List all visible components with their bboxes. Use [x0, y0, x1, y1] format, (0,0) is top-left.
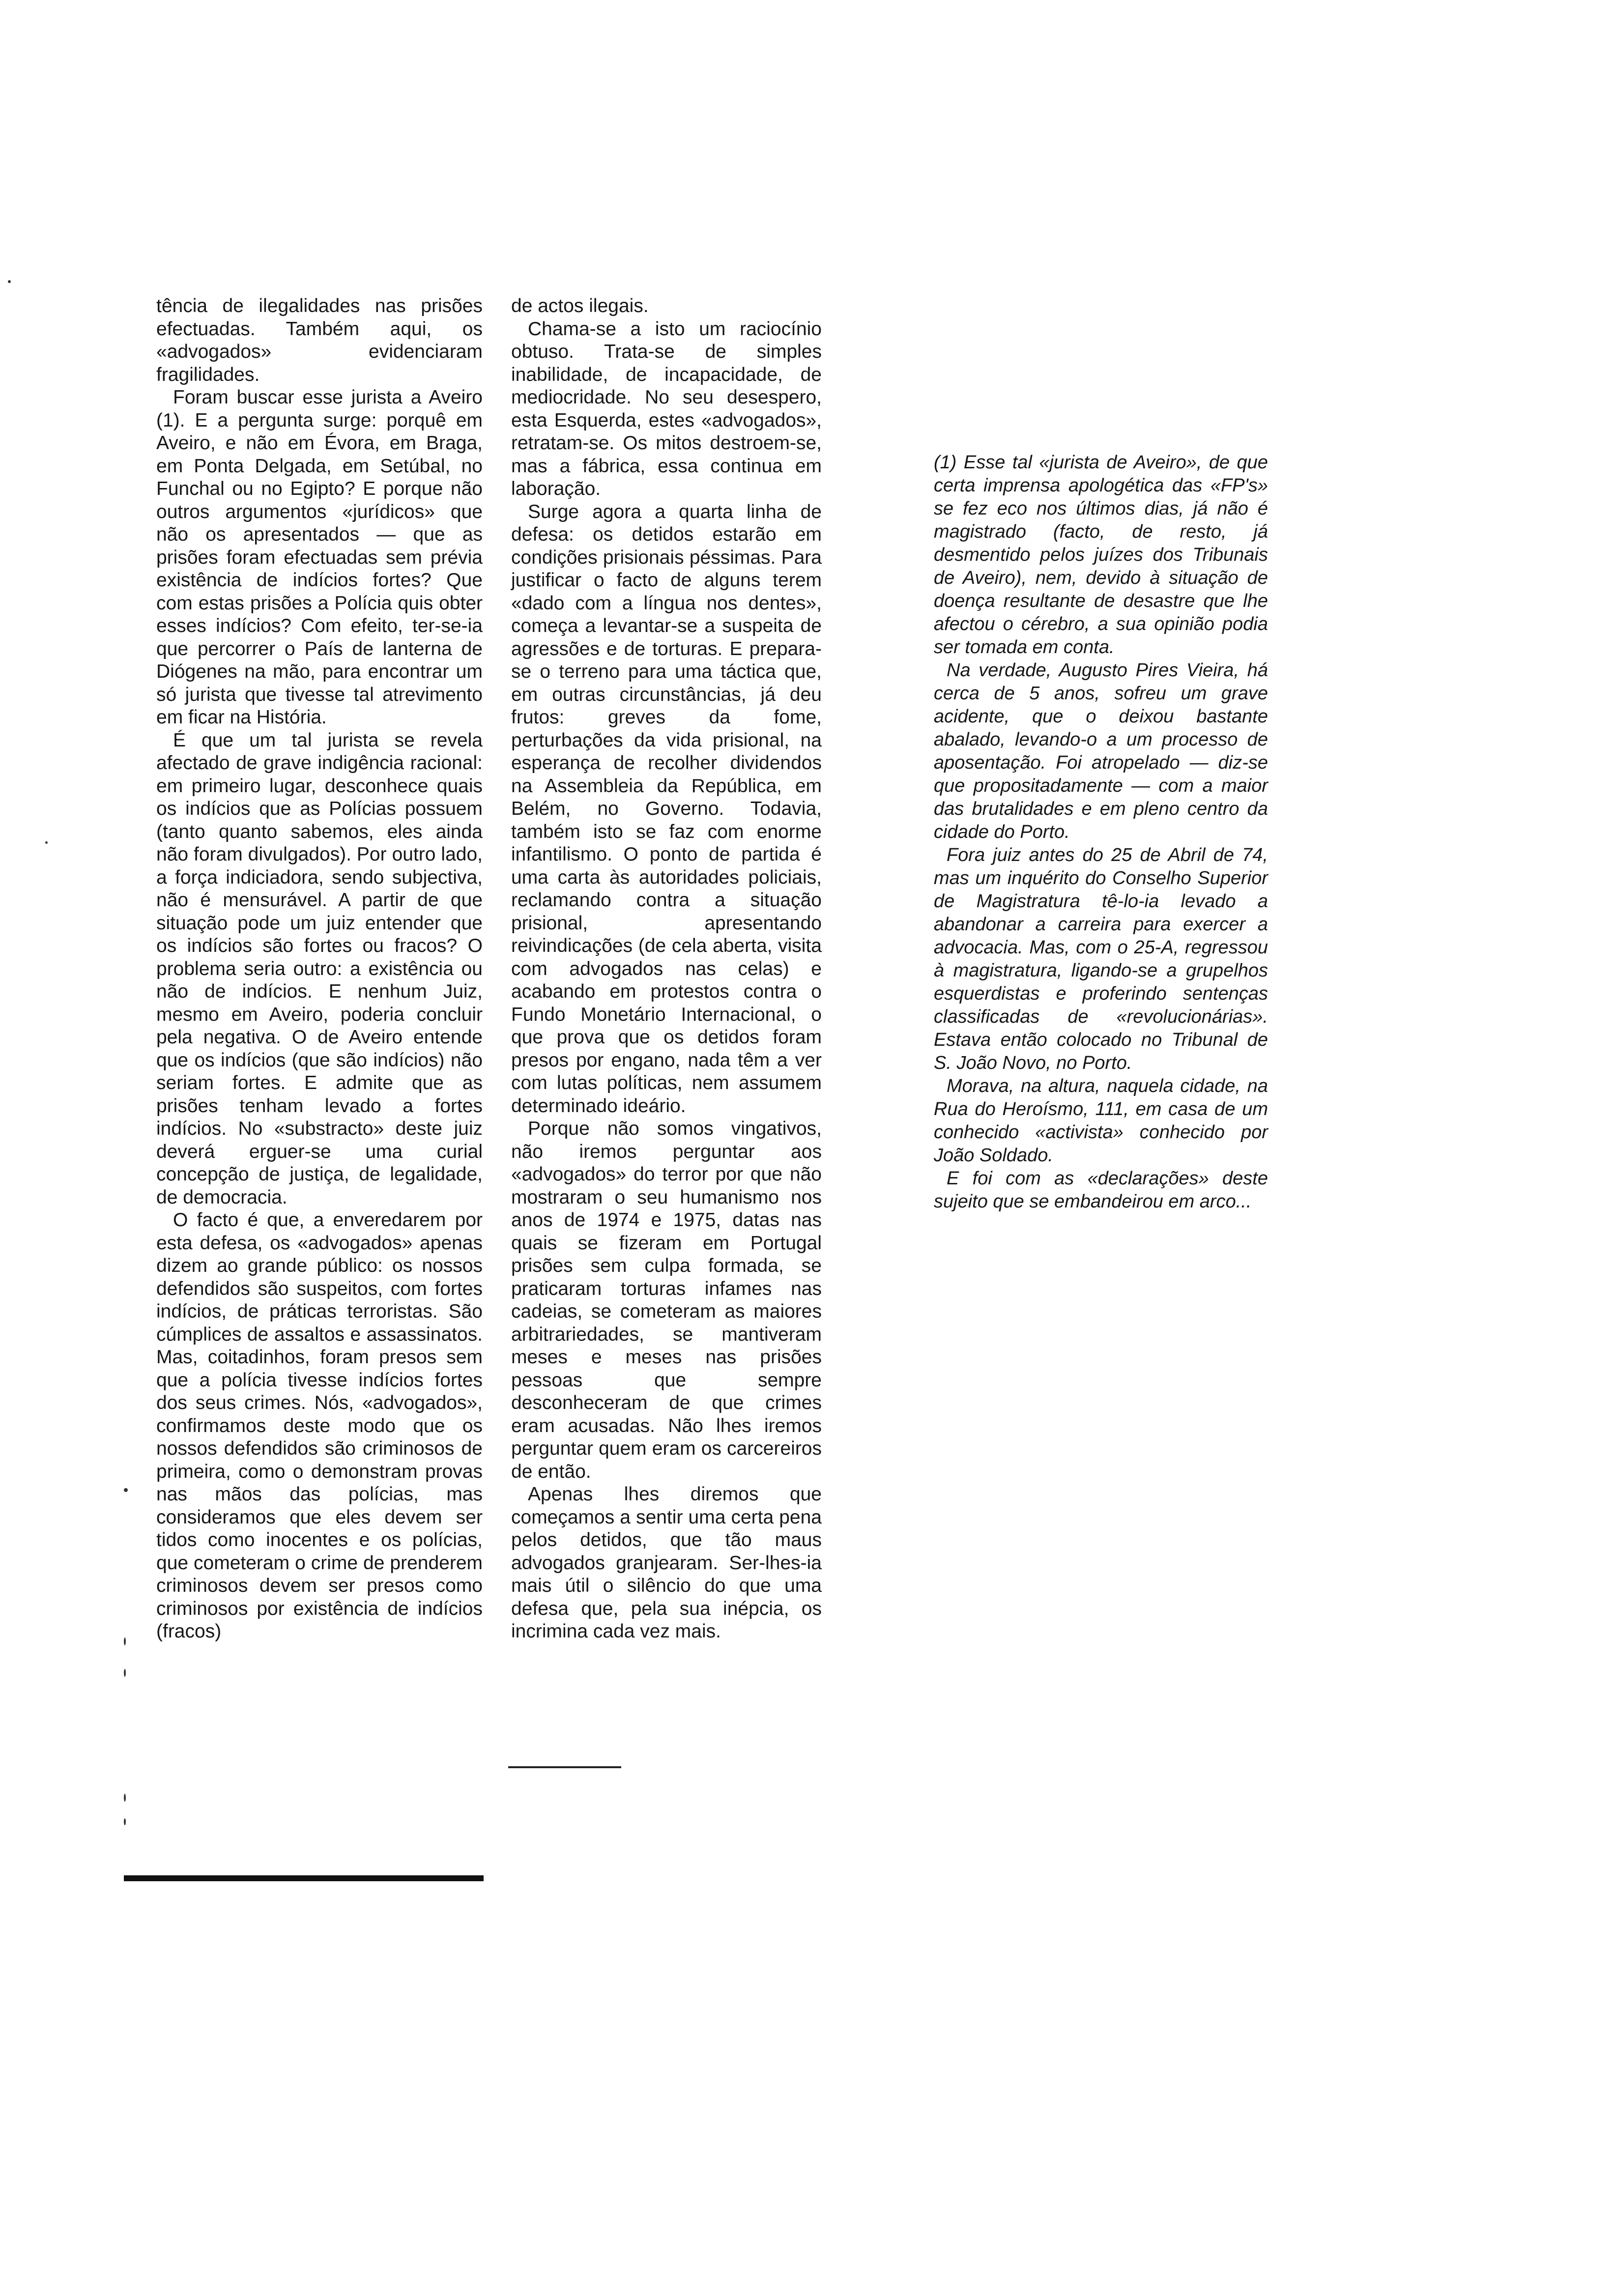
footnote-paragraph: Fora juiz antes do 25 de Abril de 74, mas um inquérito do Conselho Superior de Magistratura tê-lo-ia levado a abandonar a carreira para exercer a advocacia. Mas, com o 25-A, regressou à magistratura, ligando-se a grupelhos esquerdistas e proferindo sentenças classificadas de «revolucionárias». Estava então colocado no Tribunal de S. João Novo, no Porto. — [934, 845, 1268, 1073]
paragraph: de actos ilegais. — [511, 295, 649, 316]
paragraph: Foram buscar esse jurista a Aveiro (1). E a pergunta surge: porquê em Aveiro, e não em Évora, em Braga, em Ponta Delgada, em Setúbal, no Funchal ou no Egipto? E porque não outros argumentos «jurídicos» que não os apresentados — que as prisões foram efectuadas sem prévia existência de indícios fortes? Que com estas prisões a Polícia quis obter esses indícios? Com efeito, ter-se-ia que percorrer o País de lanterna de Diógenes na mão, para encontrar um só jurista que tivesse tal atrevimento em ficar na História. — [156, 387, 483, 728]
article-column-left — [156, 295, 483, 1643]
paragraph: Chama-se a isto um raciocínio obtuso. Trata-se de simples inabilidade, de incapacidade, de mediocridade. No seu desespero, esta Esquerda, estes «advogados», retratam-se. Os mitos destroem-se, mas a fábrica, essa continua em laboração. — [511, 318, 822, 499]
footnote-column — [934, 451, 1268, 1213]
scan-speck — [124, 1637, 126, 1645]
paragraph: Surge agora a quarta linha de defesa: os detidos estarão em condições prisionais péssimas. Para justificar o facto de alguns terem «dado com a língua nos dentes», começa a levantar-se a suspeita de agressões e de torturas. E prepara-se o terreno para uma táctica que, em outras circunstâncias, já deu frutos: greves da fome, perturbações da vida prisional, na esperança de recolher dividendos na Assembleia da República, em Belém, no Governo. Todavia, também isto se faz com enorme infantilismo. O ponto de partida é uma carta às autoridades policiais, reclamando contra a situação prisional, apresentando reivindicações (de cela aberta, visita com advogados nas celas) e acabando em protestos contra o Fundo Monetário Internacional, o que prova que os detidos foram presos por engano, nada têm a ver com lutas políticas, nem assumem determinado ideário. — [511, 501, 822, 1117]
footnote-paragraph: E foi com as «declarações» deste sujeito que se embandeirou em arco... — [934, 1168, 1268, 1212]
paragraph: tência de ilegalidades nas prisões efectuadas. Também aqui, os «advogados» evidenciaram fragilidades. — [156, 295, 483, 385]
footnote-paragraph: Morava, na altura, naquela cidade, na Rua do Heroísmo, 111, em casa de um conhecido «activista» conhecido por João Soldado. — [934, 1076, 1268, 1166]
scan-speck — [124, 1794, 126, 1802]
scan-speck — [124, 1488, 128, 1492]
column-end-rule — [124, 1875, 484, 1881]
scan-speck — [45, 841, 48, 844]
end-underline — [508, 1766, 621, 1768]
paragraph: Apenas lhes diremos que começamos a sentir uma certa pena pelos detidos, que tão maus advogados granjearam. Ser-lhes-ia mais útil o silêncio do que uma defesa que, pela sua inépcia, os incrimina cada vez mais. — [511, 1484, 822, 1642]
scan-speck — [8, 280, 11, 283]
paragraph: Porque não somos vingativos, não iremos perguntar aos «advogados» do terror por que não mostraram o seu humanismo nos anos de 1974 e 1975, datas nas quais se fizeram em Portugal prisões sem culpa formada, se praticaram torturas infames nas cadeias, se cometeram as maiores arbitrariedades, se mantiveram meses e meses nas prisões pessoas que sempre desconheceram de que crimes eram acusadas. Não lhes iremos perguntar quem eram os carcereiros de então. — [511, 1118, 822, 1482]
scan-speck — [124, 1818, 126, 1825]
article-column-middle — [511, 295, 822, 1643]
scan-speck — [124, 1669, 126, 1677]
paragraph: É que um tal jurista se revela afectado de grave indigência racional: em primeiro lugar, desconhece quais os indícios que as Polícias possuem (tanto quanto sabemos, eles ainda não foram divulgados). Por outro lado, a força indiciadora, sendo subjectiva, não é mensurável. A partir de que situação pode um juiz entender que os indícios são fortes ou fracos? O problema seria outro: a existência ou não de indícios. E nenhum Juiz, mesmo em Aveiro, poderia concluir pela negativa. O de Aveiro entende que os indícios (que são indícios) não seriam fortes. E admite que as prisões tenham levado a fortes indícios. No «substracto» deste juiz deverá erguer-se uma curial concepção de justiça, de legalidade, de democracia. — [156, 729, 483, 1208]
paragraph: O facto é que, a enveredarem por esta defesa, os «advogados» apenas dizem ao grande público: os nossos defendidos são suspeitos, com fortes indícios, de práticas terroristas. São cúmplices de assaltos e assassinatos. Mas, coitadinhos, foram presos sem que a polícia tivesse indícios fortes dos seus crimes. Nós, «advogados», confirmamos deste modo que os nossos defendidos são criminosos de primeira, como o demonstram provas nas mãos das polícias, mas consideramos que eles devem ser tidos como inocentes e os polícias, que cometeram o crime de prenderem criminosos devem ser presos como criminosos por existência de indícios (fracos) — [156, 1209, 483, 1642]
footnote-paragraph: Na verdade, Augusto Pires Vieira, há cerca de 5 anos, sofreu um grave acidente, que o deixou bastante abalado, levando-o a um processo de aposentação. Foi atropelado — diz-se que propositadamente — com a maior das brutalidades e em pleno centro da cidade do Porto. — [934, 660, 1268, 842]
footnote-paragraph: (1) Esse tal «jurista de Aveiro», de que certa imprensa apologética das «FP's» se fez eco nos últimos dias, já não é magistrado (facto, de resto, já desmentido pelos juízes dos Tribunais de Aveiro), nem, devido à situação de doença resultante de desastre que lhe afectou o cérebro, a sua opinião podia ser tomada em conta. — [934, 452, 1268, 658]
